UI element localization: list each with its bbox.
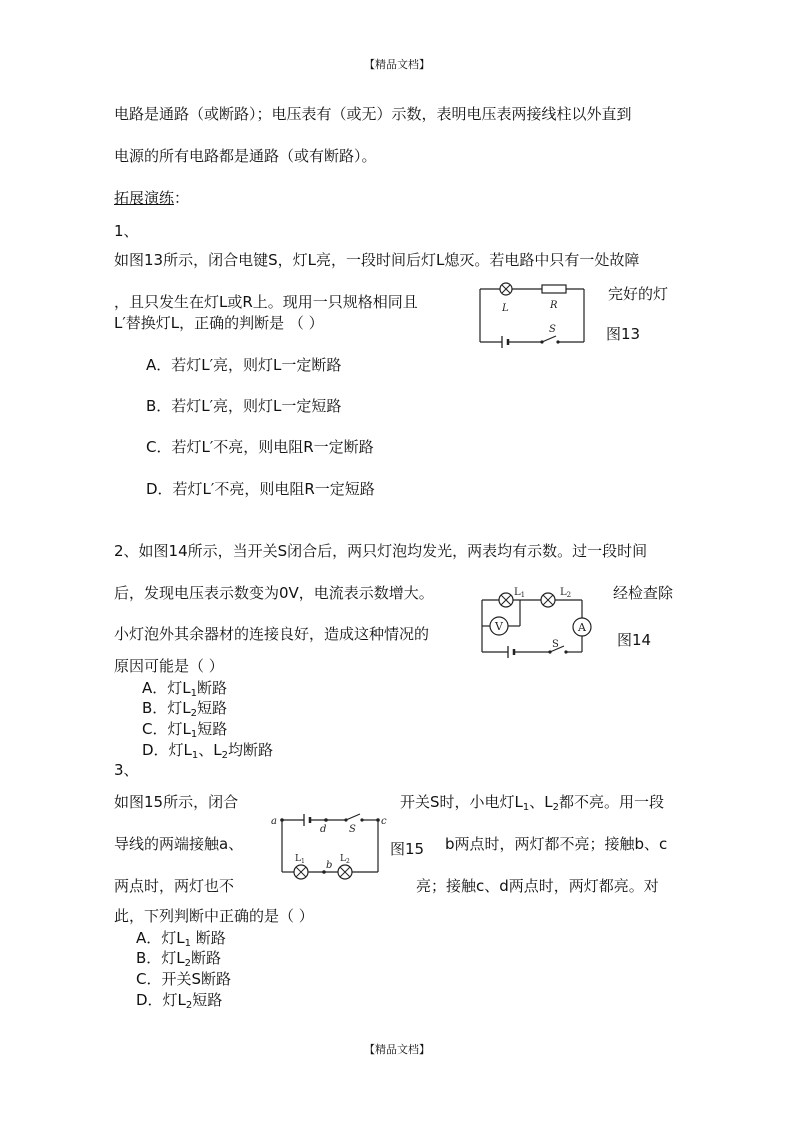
q1-figure-label: 图13 [606,325,641,343]
fig13-label-R: R [550,300,558,311]
svg-text:L2 [560,587,571,599]
lamp-2-icon [338,865,352,879]
q3-line-3-right: 亮；接触c、d两点时，两灯都亮。对 [416,877,659,895]
q2-line-4: 原因可能是（ ） [114,657,224,675]
lamp-1-icon [294,865,308,879]
q1-line-3: L′替换灯L，正确的判断是 （ ） [114,314,324,332]
fig15-label-L2: L [340,854,346,864]
q3-option-a: A．灯$L_1$ 断路 [136,929,226,949]
voltmeter-icon [490,617,508,635]
fig14-label-L1: L [514,587,521,598]
fig15-label-L1: L [295,854,301,864]
q1-line-1: 如图13所示，闭合电键S，灯L亮，一段时间后灯L熄灭。若电路中只有一处故障 [114,251,640,269]
fig14-sub-2: 2 [566,591,572,599]
fig15-label-c: c [381,816,387,827]
svg-text:L1: $L_1$ [295,854,305,865]
lamp-icon [500,283,512,295]
q3-line-1-right: 开关S时，小电灯$L_1$、$L_2$都不亮。用一段 [400,793,665,813]
intro-line-1: 电路是通路（或断路）；电压表有（或无）示数，表明电压表两接线柱以外直到 [114,105,632,123]
battery-icon [502,336,508,348]
q3-option-d: D．灯$L_2$短路 [136,991,223,1011]
fig14-label-V: V [495,620,503,633]
fig14-label-L2: L [560,587,567,598]
q1-option-d: D．若灯L′不亮，则电阻R一定短路 [146,480,375,498]
q2-line-1: 2、如图14所示，当开关S闭合后，两只灯泡均发光，两表均有示数。过一段时间 [114,542,648,560]
q3-option-b: B．灯$L_2$断路 [136,949,222,969]
q3-line-1-left: 如图15所示，闭合 [114,793,239,811]
q2-option-a: A．灯$L_1$断路 [142,679,228,699]
q1-option-c: C．若灯L′不亮，则电阻R一定断路 [146,438,374,456]
ammeter-icon [573,618,591,636]
q1-line-2: ，且只发生在灯L或R上。现用一只规格相同且 [114,293,418,311]
battery-icon [304,814,310,826]
q1-option-b: B．若灯L′亮，则灯L一定短路 [146,397,342,415]
fig15-label-a: a [271,816,277,827]
fig13-label-S: S [549,324,556,335]
lamp-2-icon [541,593,555,607]
q3-line-2-right: b两点时，两灯都不亮；接触b、c [445,835,668,853]
q3-option-c: C．开关S断路 [136,970,231,988]
section-title [114,188,189,208]
section-title-text: 拓展演练 [114,189,175,207]
q3-line-2-left: 导线的两端接触a、 [114,835,244,853]
page-header: 【精品文档】 [364,58,430,71]
q2-line-2-right: 经检查除 [613,584,674,602]
q3-number: 3、 [114,761,139,779]
resistor-icon [542,285,566,293]
section-title-colon: ： [174,189,190,207]
q2-line-2: 后，发现电压表示数变为0V，电流表示数增大。 [114,584,434,602]
q1-number: 1、 [114,222,139,240]
figure-14-circuit [478,584,602,664]
q2-figure-label: 图14 [617,631,652,649]
fig15-label-S: S [349,824,356,835]
fig15-label-d: d [320,824,327,835]
fig14-label-S: S [552,639,559,650]
q3-figure-label: 图15 [390,840,425,858]
lamp-1-icon [499,593,513,607]
figure-13-circuit [476,280,590,354]
q3-line-3-left: 两点时，两灯也不 [114,877,235,895]
q2-option-c: C．灯$L_1$短路 [142,720,228,740]
fig15-label-b: b [326,860,333,871]
figure-15-circuit [268,808,388,892]
fig14-sub-1: 1 [520,591,526,599]
page-footer: 【精品文档】 [364,1043,430,1056]
battery-icon [508,646,514,658]
q2-option-d: D．灯$L_1$、$L_2$均断路 [142,741,274,761]
q3-line-4: 此，下列判断中正确的是（ ） [114,907,314,925]
q2-line-3: 小灯泡外其余器材的连接良好，造成这种情况的 [114,625,430,643]
svg-text:L2: $L_2$ [340,854,350,865]
q2-option-b: B．灯$L_2$短路 [142,699,228,719]
q1-option-a: A．若灯L′亮，则灯L一定断路 [146,356,342,374]
fig13-label-L: L [502,303,509,314]
svg-text:L1 [514,587,525,599]
q1-line-2-right: 完好的灯 [608,285,669,303]
intro-line-2: 电源的所有电路都是通路（或有断路）。 [114,147,377,165]
fig14-label-A: A [578,621,586,634]
